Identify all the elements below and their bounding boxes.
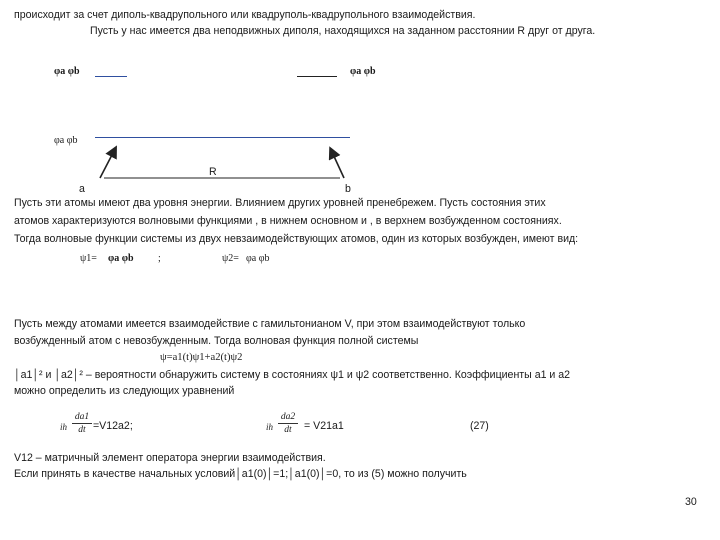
total-wavefunction-formula: ψ=a1(t)ψ1+a2(t)ψ2 — [160, 352, 243, 363]
lower-left-level-label: φa φb — [54, 135, 78, 146]
derivative-2 — [278, 412, 298, 435]
text-line-10: V12 – матричный элемент оператора энергии взаимодействия. — [14, 452, 326, 464]
ih-symbol-1: ih — [60, 422, 68, 432]
text-line-11: Если принять в качестве начальных условий│a1(0)│=1;│a1(0)│=0, то из (5) можно получить — [14, 468, 467, 480]
text-line-7: возбужденный атом с невозбужденным. Тогда волновая функция полной системы — [14, 335, 419, 347]
text-line-3: Пусть эти атомы имеют два уровня энергии. Влиянием других уровней пренебрежем. Пусть состояния этих — [14, 197, 546, 209]
psi-separator: ; — [158, 253, 161, 264]
text-line-9: можно определить из следующих уравнений — [14, 385, 235, 397]
distance-label: R — [209, 166, 217, 178]
dipole-a-arrow — [100, 151, 114, 178]
psi2-rhs: φa φb — [246, 253, 270, 264]
equation-1-rhs: =V12a2; — [93, 420, 133, 432]
text-line-8: │a1│² и │a2│² – вероятности обнаружить систему в состояниях ψ1 и ψ2 соответственно. Коэффициенты a1 и a2 — [14, 369, 571, 381]
upper-left-level-label: φa φb — [54, 66, 80, 77]
text-line-6: Пусть между атомами имеется взаимодействие с гамильтонианом V, при этом взаимодействуют только — [14, 318, 526, 330]
equation-2-rhs: = V21a1 — [304, 420, 344, 432]
dipole-arrows — [0, 0, 720, 200]
psi1-lhs: ψ1= — [80, 253, 97, 264]
derivative-1 — [72, 412, 92, 435]
derivative-2-numerator: da2 — [280, 412, 296, 422]
derivative-1-numerator: da1 — [74, 412, 90, 422]
text-line-1: происходит за счет диполь-квадрупольного или квадруполь-квадрупольного взаимодействия. — [14, 9, 476, 21]
text-line-4: атомов характеризуются волновыми функциями , в нижнем основном и , в верхнем возбужденном состояниях. — [14, 215, 562, 227]
derivative-1-denominator: dt — [78, 425, 86, 435]
upper-right-level-label: φa φb — [350, 66, 376, 77]
equation-number: (27) — [470, 420, 489, 432]
dipole-b-arrow — [332, 152, 344, 178]
derivative-2-denominator: dt — [284, 425, 292, 435]
ih-symbol-2: ih — [266, 422, 274, 432]
text-line-5: Тогда волновые функции системы из двух невзаимодействующих атомов, один из которых возбужден, имеют вид: — [14, 233, 579, 245]
atom-a-label: a — [79, 183, 85, 195]
page-number: 30 — [685, 496, 697, 508]
text-line-2: Пусть у нас имеется два неподвижных диполя, находящихся на заданном расстоянии R друг от друга. — [90, 25, 596, 37]
psi1-rhs: φa φb — [108, 253, 134, 264]
atom-b-label: b — [345, 183, 351, 195]
psi2-lhs: ψ2= — [222, 253, 239, 264]
